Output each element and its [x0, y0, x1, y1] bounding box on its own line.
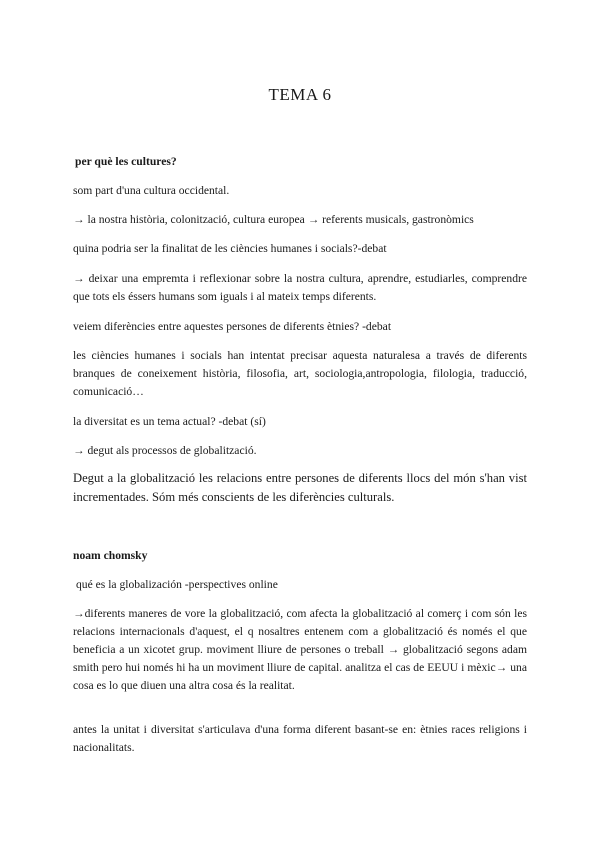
- paragraph: →diferents maneres de vore la globalització, com afecta la globalització al comerç i com són les relacions internacionals d'aquest, el q nosaltres entenem com a globalització és només el que beneficia a un xicotet grup. moviment lliure de persones o treball → globalització segons adam smith pero hui només hi ha un moviment lliure de capital. analitza el cas de EEUU i mèxic→ una cosa es lo que diuen una altra cosa és la realitat.: [73, 607, 527, 692]
- paragraph: la diversitat es un tema actual? -debat (sí): [73, 415, 266, 428]
- paragraph: Degut a la globalització les relacions entre persones de diferents llocs del món s'han vist incrementades. Sóm més conscients de les diferències culturals.: [73, 471, 527, 504]
- paragraph: antes la unitat i diversitat s'articulava d'una forma diferent basant-se en: ètnies races religions i nacionalitats.: [73, 723, 527, 754]
- paragraph: qué es la globalización -perspectives online: [76, 578, 278, 591]
- paragraph: som part d'una cultura occidental.: [73, 184, 230, 197]
- paragraph: les ciències humanes i socials han intentat precisar aquesta naturalesa a través de diferents branques de coneixement història, filosofia, art, sociologia,antropologia, filologia, traducció, comunicació…: [73, 349, 527, 398]
- paragraph: → degut als processos de globalització.: [73, 444, 257, 457]
- page-title: TEMA 6: [268, 85, 332, 104]
- paragraph: quina podria ser la finalitat de les ciències humanes i socials?-debat: [73, 242, 387, 255]
- paragraph: veiem diferències entre aquestes persones de diferents ètnies? -debat: [73, 320, 392, 333]
- section-heading-cultures: per què les cultures?: [75, 155, 177, 168]
- paragraph: → la nostra història, colonització, cultura europea → referents musicals, gastronòmics: [73, 213, 474, 226]
- paragraph: → deixar una empremta i reflexionar sobre la nostra cultura, aprendre, estudiarles, comprendre que tots els éssers humans som iguals i al mateix temps diferents.: [73, 272, 527, 303]
- section-heading-chomsky: noam chomsky: [73, 549, 148, 562]
